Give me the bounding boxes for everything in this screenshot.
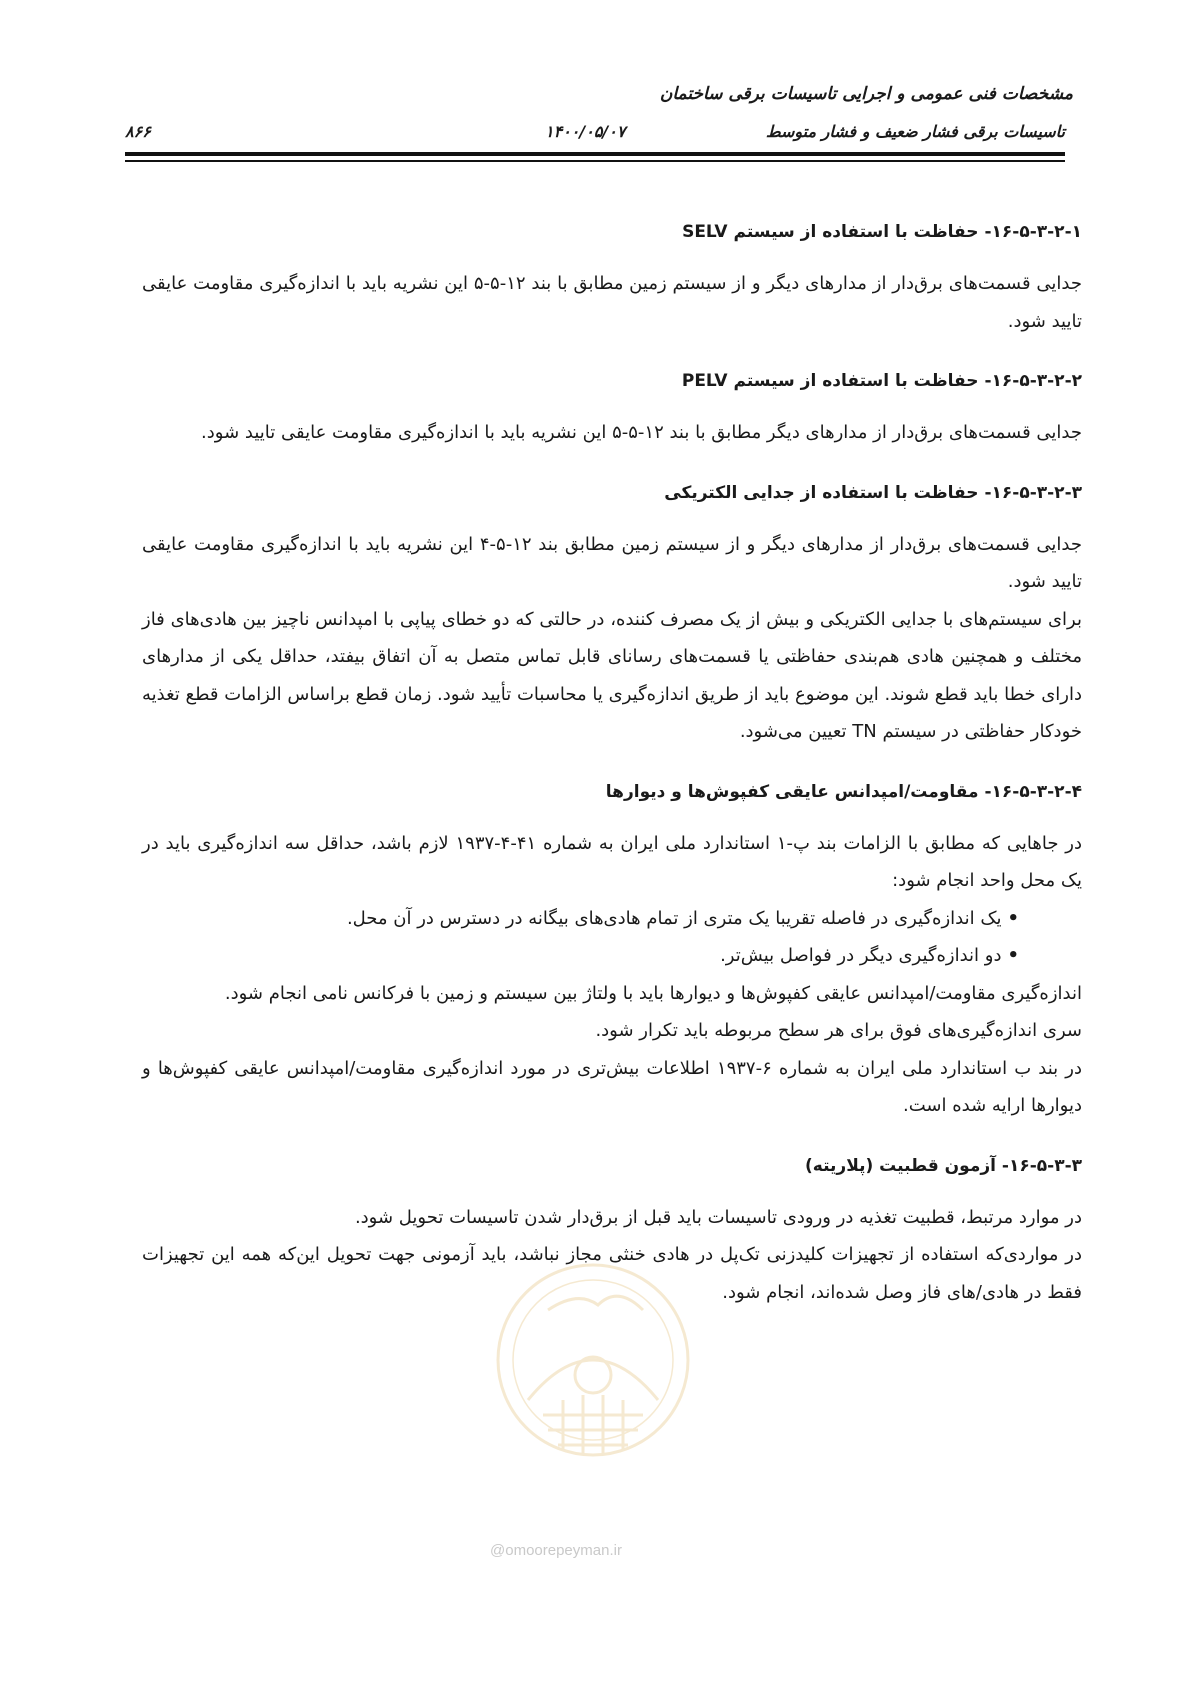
watermark-url: @omoorepeyman.ir xyxy=(490,1542,622,1559)
paragraph: در جاهایی که مطابق با الزامات بند پ-۱ استاندارد ملی ایران به شماره ۴۱-۴-۱۹۳۷ لازم باشد، حداقل سه اندازه‌گیری باید در یک محل واحد انجام شود: xyxy=(142,832,1082,891)
paragraph: سری اندازه‌گیری‌های فوق برای هر سطح مربوطه باید تکرار شود. xyxy=(595,1020,1082,1041)
paragraph: در مواردی‌که استفاده از تجهیزات کلیدزنی تک‌پل در هادی خنثی مجاز نباشد، باید آزمونی جهت تحویل این‌که همه این تجهیزات فقط در هادی/های فاز وصل شده‌اند، انجام شود. xyxy=(142,1244,1082,1303)
paragraph: جدایی قسمت‌های برق‌دار از مدارهای دیگر مطابق با بند ۱۲-۵-۵ این نشریه باید با اندازه‌گیری مقاومت عایقی تایید شود. xyxy=(201,422,1082,443)
header-subtitle: تاسیسات برقی فشار ضعیف و فشار متوسط xyxy=(765,122,1065,141)
bullet-list xyxy=(142,900,1082,975)
bullet-icon: • xyxy=(1007,945,1019,966)
header-rule-thin xyxy=(125,160,1065,162)
header-rule-thick xyxy=(125,152,1065,156)
paragraph: برای سیستم‌های با جدایی الکتریکی و بیش از یک مصرف کننده، در حالتی که دو خطای پیاپی با امپدانس ناچیز بین هادی‌های فاز مختلف و همچنین هادی هم‌بندی حفاظتی یا قسمت‌های رسانای قابل تماس متصل به آن اتفاق بیفتد، حداقل یکی از مدارهای دارای خطا باید قطع شوند. این موضوع باید از طریق اندازه‌گیری یا محاسبات تأیید شود. زمان قطع براساس الزامات قطع تغذیه خودکار حفاظتی در سیستم TN تعیین می‌شود. xyxy=(142,608,1082,742)
list-item: •دو اندازه‌گیری دیگر در فواصل بیش‌تر. xyxy=(142,937,1019,975)
paragraph: اندازه‌گیری مقاومت/امپدانس عایقی کفپوش‌ها و دیوارها باید با ولتاژ بین سیستم و زمین با فرکانس نامی انجام شود. xyxy=(224,982,1082,1004)
page-number: ۸۶۶ xyxy=(125,122,151,141)
bullet-icon: • xyxy=(1007,907,1019,929)
book-title: مشخصات فنی عمومی و اجرایی تاسیسات برقی ساختمان xyxy=(659,84,1073,104)
header-date: ۱۴۰۰/۰۵/۰۷ xyxy=(545,122,626,141)
running-header xyxy=(125,122,1065,148)
body-text xyxy=(142,214,1082,1311)
paragraph: جدایی قسمت‌های برق‌دار از مدارهای دیگر و از سیستم زمین مطابق با بند ۱۲-۵-۵ این نشریه باید با اندازه‌گیری مقاومت عایقی تایید شود. xyxy=(142,273,1082,332)
section-heading-floor-wall-insulation: ۱۶-۵-۳-۲-۴- مقاومت/امپدانس عایقی کفپوش‌ها و دیوارها xyxy=(605,781,1082,802)
section-heading-polarity-test: ۱۶-۵-۳-۳- آزمون قطبیت (پلاریته) xyxy=(805,1155,1082,1176)
section-heading-electrical-separation: ۱۶-۵-۳-۲-۳- حفاظت با استفاده از جدایی الکتریکی xyxy=(664,482,1082,503)
paragraph: جدایی قسمت‌های برق‌دار از مدارهای دیگر و از سیستم زمین مطابق بند ۱۲-۵-۴ این نشریه باید با اندازه‌گیری مقاومت عایقی تایید شود. xyxy=(142,533,1082,592)
section-heading-pelv: ۱۶-۵-۳-۲-۲- حفاظت با استفاده از سیستم PELV xyxy=(681,371,1082,391)
paragraph: در موارد مرتبط، قطبیت تغذیه در ورودی تاسیسات باید قبل از برق‌دار شدن تاسیسات تحویل شود. xyxy=(354,1206,1082,1228)
paragraph: در بند ب استاندارد ملی ایران به شماره ۶-۱۹۳۷ اطلاعات بیش‌تری در مورد اندازه‌گیری مقاومت/امپدانس عایقی کفپوش‌ها و دیوارها ارایه شده است. xyxy=(142,1057,1082,1116)
section-heading-selv: ۱۶-۵-۳-۲-۱- حفاظت با استفاده از سیستم SELV xyxy=(682,222,1082,242)
list-item: •یک اندازه‌گیری در فاصله تقریبا یک متری از تمام هادی‌های بیگانه در دسترس در آن محل. xyxy=(142,900,1019,938)
